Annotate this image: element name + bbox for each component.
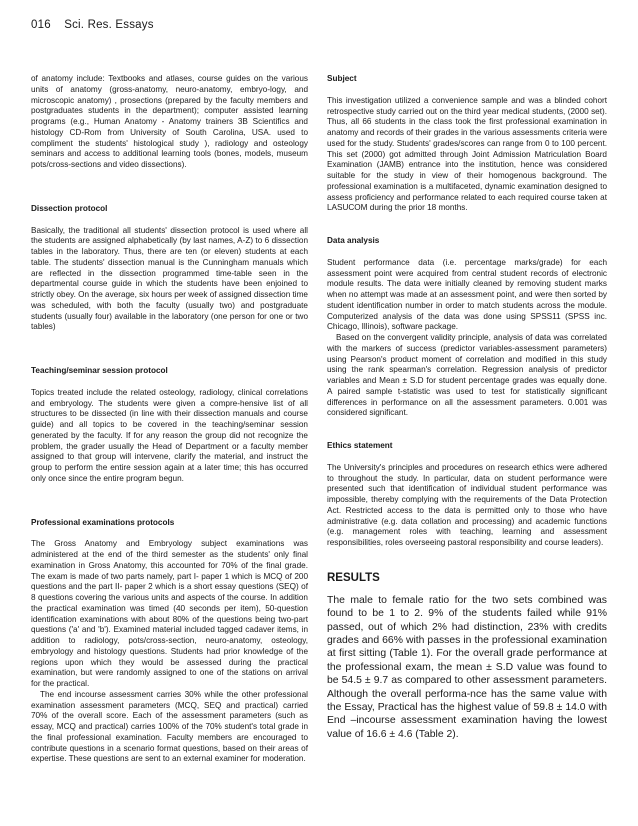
data-analysis-paragraph-1: Student performance data (i.e. percentage marks/grade) for each assessment point were acquired from central student records of electronic module results. The data were initially cleaned by removing student marks when no attempt was made at an assessment point, and were then sorted by student identification number in order to match students across the module. Computerized analysis of the data was done using SPSS11 (SPSS inc. Chicago, Illinois), software package. [327, 257, 607, 332]
ethics-heading: Ethics statement [327, 441, 393, 450]
right-column [327, 74, 607, 741]
subject-paragraph: This investigation utilized a convenience sample and was a blinded cohort retrospective study carried out on the third year medical students, (2000 set). Thus, all 66 students in the class took the first professional examination in anatomy and records of their grades in the various assessments criteria were used for the study. Students' grades/scores can range from 0 to 100 percent. This set (2000) got admitted through Joint Admission Matriculation Board Examination (JAMB) entrance into the institution, hence was considered suitable for the study in view of their homogenous background. The professional examination is a multifaceted, dynamic examination designed to assess proficiency and performance related to each required course taken at LASUCOM during the prior 18 months. [327, 95, 607, 213]
ethics-paragraph: The University's principles and procedures on research ethics were adhered to throughout the study. In particular, data on student performance were presented such that identification of individual student performance was impossible, thereby complying with the requirements of the Data Protection Act. Restricted access to the data is permitted only to those who have administrative (e.g. data collation and processing) and academic functions (e.g. management roles with teaching, learning and assessment responsibilities, roles overseeing pastoral responsibility and course leaders). [327, 462, 607, 547]
exam-protocol-paragraph-1: The Gross Anatomy and Embryology subject examinations was administered at the end of the third semester as the students' only final examination in Gross Anatomy, this accounted for 70% of the final grade. The exam is made of two parts namely, part I- paper 1 which is MCQ of 200 questions and the part II- paper 2 which is a short essay questions (SEQ) of 8 questions covering the various units and aspects of the course. In addition the practical examination was timed (40 seconds per item), 50-question identification examinations with about 80% of the questions being two-part questions ('a' and 'b'). Examined material included tagged cadaver items, in addition to radiology, pots/cross-section, neuro-anatomy, osteology, embryology and histology questions. Students had prior knowledge of the regions upon which they would be assessed during the practical examination, but were randomly assigned to one of the stations on arrival for the practical. [31, 539, 308, 688]
exam-protocol-heading: Professional examinations protocols [31, 517, 175, 527]
results-paragraph: The male to female ratio for the two sets combined was found to be 1 to 2. 9% of the students failed while 91% passed, out of which 2% had distinction, 23% with credits grades and 66% with passes in the professional examination at first sitting (Table 1). For the overall grade performance at the professional exam, the mean ± S.D value was found to be 54.5 ± 9.7 as compared to other assessment parameters. Although the overall performa-nce has the same value with the Essay, Practical has the highest value of 59.8 ± 14.0 with End –incourse assessment examination having the lowest value of 16.6 ± 4.6 (Table 2). [327, 594, 607, 740]
teaching-protocol-paragraph: Topics treated include the related osteology, radiology, clinical correlations and embryology. The students were given a compre-hensive list of all structures to be dissected (in line with their dissection manuals and course guide) and all topics to be covered in the teaching/seminar session generated by the faculty. If for any reason the group did not recognize the problem, the grader usually the Head of Department or a faculty member assigned to that group will intervene, clarify the material, and instruct the group to perform the entire session again at a later time; this has occurred only once since the entire program begun. [31, 387, 308, 483]
journal-name: Sci. Res. Essays [64, 19, 154, 31]
page-number: 016 [31, 19, 51, 31]
data-analysis-paragraph-2: Based on the convergent validity principle, analysis of data was correlated with the markers of success (predictor variables-assessment parameters) using Pearson's product moment of correlation and modified in this study using the rank spearman's correlation. Regression analysis of predictor variables and Mean ± S.D for student percentage grades was equally done. A paired sample t-statistic was used to test for statistically significant differences in performance on all the assessment parameters. 0.001 was considered significant. [327, 333, 607, 418]
dissection-protocol-heading: Dissection protocol [31, 203, 108, 213]
subject-heading: Subject [327, 74, 357, 83]
dissection-protocol-paragraph: Basically, the traditional all students' dissection protocol is used where all the students are assigned alphabetically (by last names, A-Z) to 6 dissection tables in the laboratory. Thus, there are ten (or eleven) students at each table. The students' dissection manual is the Cunningham manuals which are reflected in the dissection programmed time-table seen in the departmental course guide in which the students have been enjoined to strictly obey. On the average, six hours per week of assigned dissection time was scheduled, with both the faculty (usually two) and postgraduate students (usually four) available in the laboratory (one person for one or two tables) [31, 225, 308, 332]
results-heading: RESULTS [327, 571, 380, 584]
exam-protocol-paragraph-2: The end incourse assessment carries 30% while the other professional examination assessment parameters (MCQ, SEQ and practical) carried 70% of the overall score. Each of the assessment parameters (such as essay, MCQ and practical) carries 100% of the 70% student's total grade in the final professional examination. Faculty members are encouraged to contribute questions in a scenario format questions, based on their areas of expertise. These questions are sent to an external examiner for moderation. [31, 689, 308, 764]
left-column [31, 74, 308, 765]
teaching-protocol-heading: Teaching/seminar session protocol [31, 366, 168, 375]
intro-paragraph: of anatomy include: Textbooks and atlases, course guides on the various units of anatomy (gross-anatomy, neuro-anatomy, embryo-logy, and microscopic anatomy) , prosections (prepared by the faculty members and postgraduates students in the department); computer assisted learning programs (e.g., Human Anatomy - Anatomy trainers 3B Scientifics and histology CD-Rom from University of South Carolina, USA. used to compliment the students' histological study ), radiology and osteology seminars and access to additional learning tools (bones, models, museum pots/cross-sections and video dissections). [31, 74, 308, 169]
data-analysis-heading: Data analysis [327, 236, 380, 245]
page-header [31, 19, 154, 31]
